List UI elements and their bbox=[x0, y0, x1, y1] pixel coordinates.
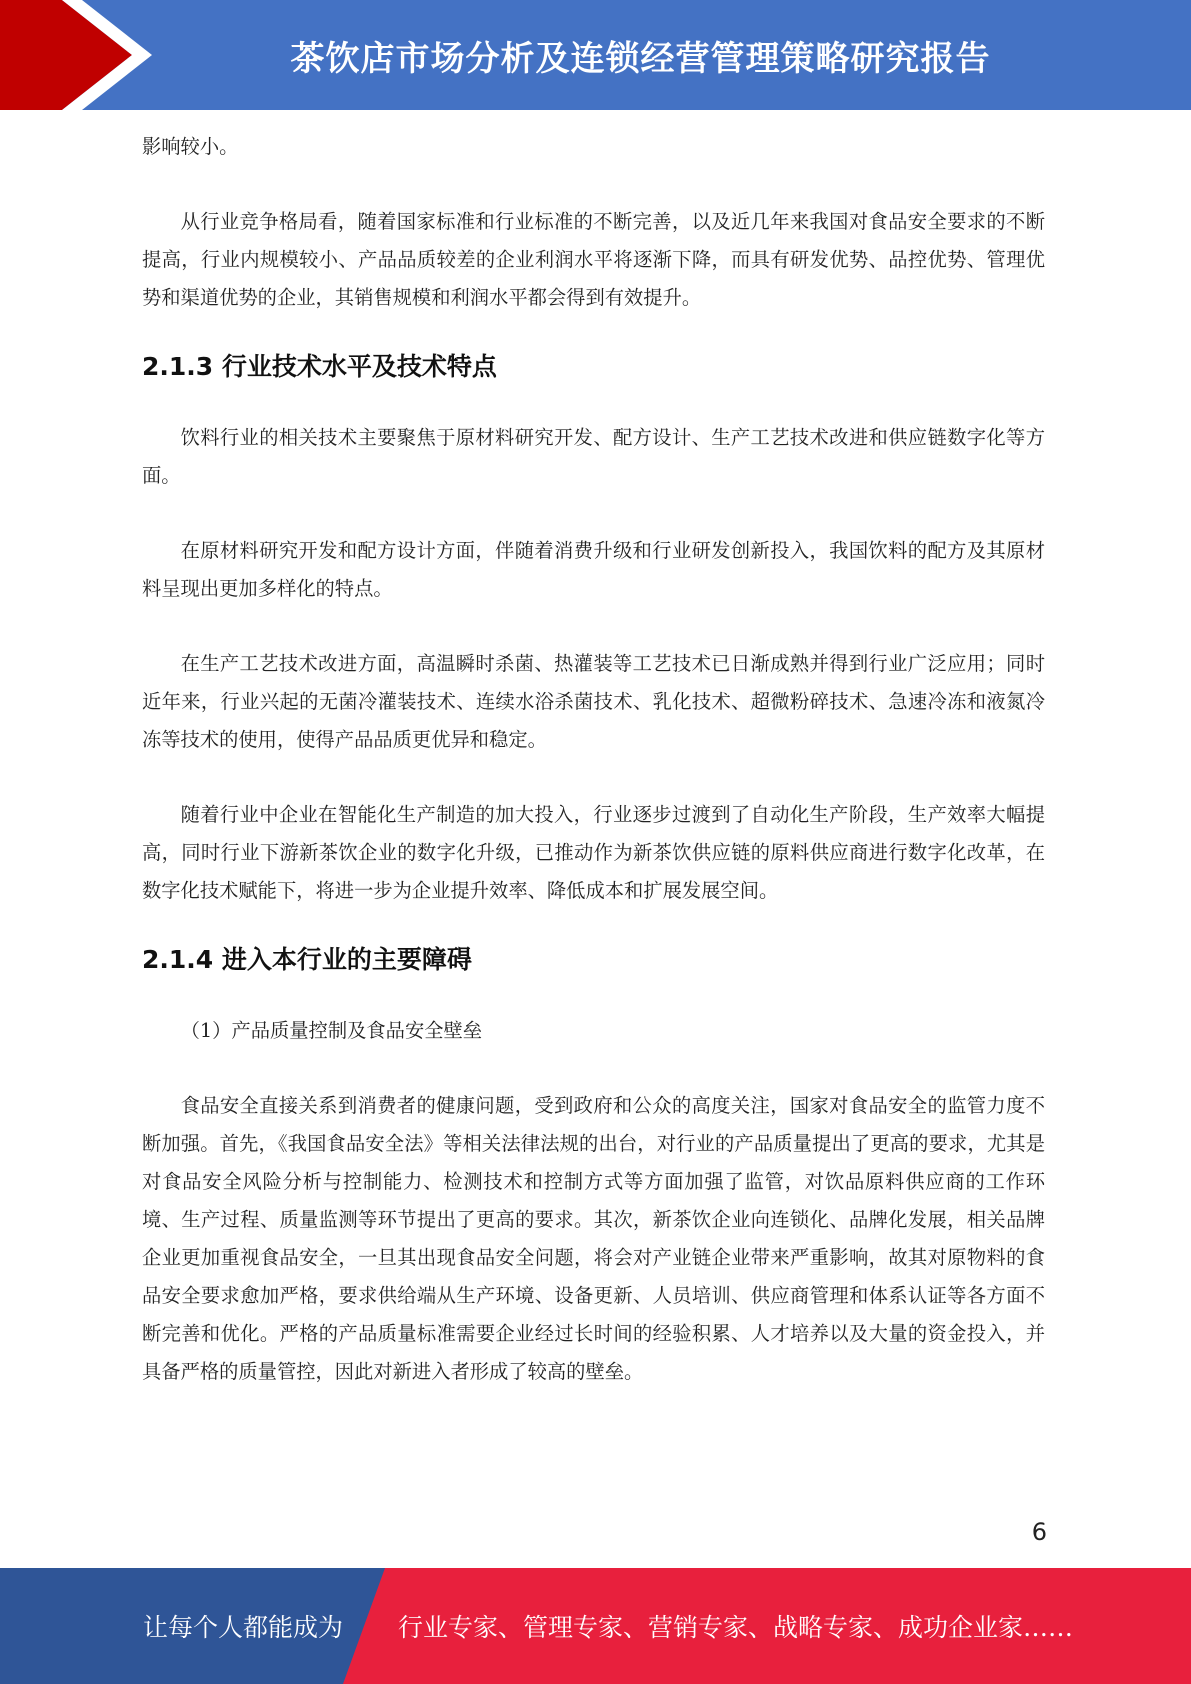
paragraph-digitalization: 随着行业中企业在智能化生产制造的加大投入，行业逐步过渡到了自动化生产阶段，生产效率大幅提高，同时行业下游新茶饮企业的数字化升级，已推动作为新茶饮供应链的原料供应商进行数字化改革，在数字化技术赋能下，将进一步为企业提升效率、降低成本和扩展发展空间。 bbox=[142, 803, 1045, 902]
page-number: 6 bbox=[1031, 1518, 1047, 1546]
document-body bbox=[142, 128, 1045, 1391]
subheading-quality-barrier: （1）产品质量控制及食品安全壁垒 bbox=[180, 1019, 483, 1042]
paragraph-competition: 从行业竞争格局看，随着国家标准和行业标准的不断完善，以及近几年来我国对食品安全要求的不断提高，行业内规模较小、产品品质较差的企业利润水平将逐渐下降，而具有研发优势、品控优势、管理优势和渠道优势的企业，其销售规模和利润水平都会得到有效提升。 bbox=[142, 210, 1045, 309]
page-footer bbox=[0, 1568, 1191, 1684]
footer-slogan-right: 行业专家、管理专家、营销专家、战略专家、成功企业家…… bbox=[398, 1613, 1074, 1642]
section-heading-2-1-3: 2.1.3 行业技术水平及技术特点 bbox=[142, 352, 497, 381]
paragraph-continued: 影响较小。 bbox=[142, 135, 239, 158]
paragraph-process: 在生产工艺技术改进方面，高温瞬时杀菌、热灌装等工艺技术已日渐成熟并得到行业广泛应用；同时近年来，行业兴起的无菌冷灌装技术、连续水浴杀菌技术、乳化技术、超微粉碎技术、急速冷冻和液氮冷冻等技术的使用，使得产品品质更优异和稳定。 bbox=[142, 652, 1045, 751]
paragraph-food-safety: 食品安全直接关系到消费者的健康问题，受到政府和公众的高度关注，国家对食品安全的监管力度不断加强。首先，《我国食品安全法》等相关法律法规的出台，对行业的产品质量提出了更高的要求，尤其是对食品安全风险分析与控制能力、检测技术和控制方式等方面加强了监管，对饮品原料供应商的工作环境、生产过程、质量监测等环节提出了更高的要求。其次，新茶饮企业向连锁化、品牌化发展，相关品牌企业更加重视食品安全，一旦其出现食品安全问题，将会对产业链企业带来严重影响，故其对原物料的食品安全要求愈加严格，要求供给端从生产环境、设备更新、人员培训、供应商管理和体系认证等各方面不断完善和优化。严格的产品质量标准需要企业经过长时间的经验积累、人才培养以及大量的资金投入，并具备严格的质量管控，因此对新进入者形成了较高的壁垒。 bbox=[142, 1094, 1045, 1383]
section-heading-2-1-4: 2.1.4 进入本行业的主要障碍 bbox=[142, 945, 472, 974]
paragraph-tech-overview: 饮料行业的相关技术主要聚焦于原材料研究开发、配方设计、生产工艺技术改进和供应链数字化等方面。 bbox=[142, 426, 1045, 487]
header-arrow-decoration bbox=[0, 0, 160, 110]
page-header bbox=[0, 0, 1191, 110]
paragraph-materials: 在原材料研究开发和配方设计方面，伴随着消费升级和行业研发创新投入，我国饮料的配方及其原材料呈现出更加多样化的特点。 bbox=[142, 539, 1045, 600]
footer-slogan-left: 让每个人都能成为 bbox=[143, 1613, 344, 1642]
report-title: 茶饮店市场分析及连锁经营管理策略研究报告 bbox=[290, 38, 991, 79]
